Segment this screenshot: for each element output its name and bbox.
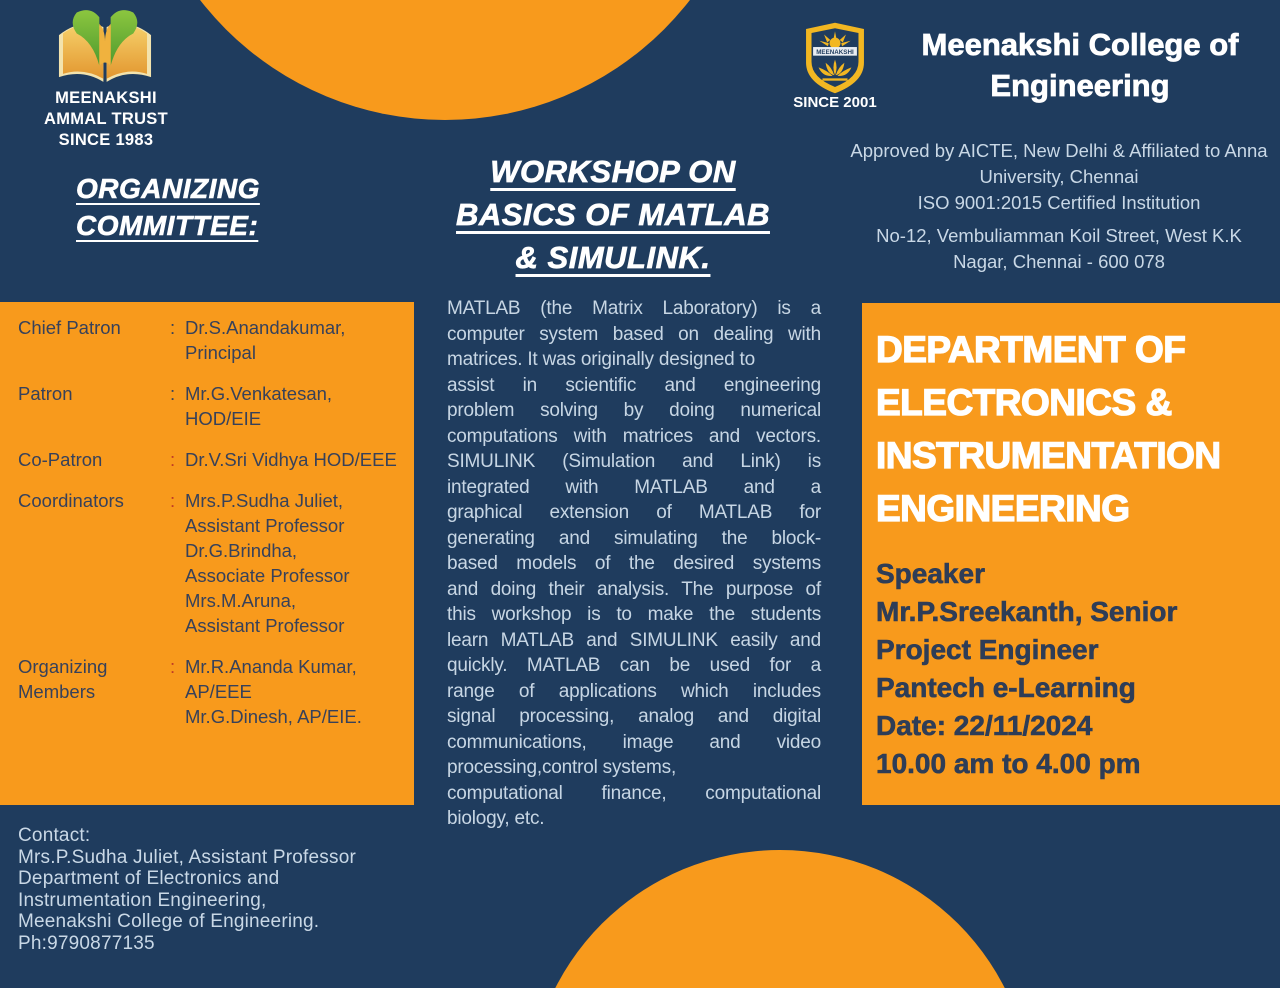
committee-row (18, 381, 410, 431)
committee-row (18, 447, 410, 472)
committee-members (170, 488, 410, 638)
decorative-top-circle (135, 0, 755, 120)
committee-member-line: Assistant Professor (185, 515, 345, 536)
committee-row (18, 488, 410, 638)
committee-role-label: Coordinators (18, 490, 124, 511)
description-line: computations with matrices and vectors. (447, 425, 821, 447)
workshop-title-line: BASICS OF MATLAB (456, 197, 770, 232)
description-line: problem solving by doing numerical (447, 400, 821, 421)
committee-member-line: : Mrs.P.Sudha Juliet, (170, 490, 344, 511)
college-shield-logo-icon (798, 22, 872, 94)
description-line: and doing their analysis. The purpose of (447, 578, 821, 600)
department-title-line: INSTRUMENTATION (876, 435, 1221, 476)
description-line: this workshop is to make the students (447, 604, 821, 625)
description-line: matrices. It was originally designed to (447, 349, 755, 370)
contact-line: Ph:9790877135 (18, 932, 155, 954)
committee-member-line: : Dr.V.Sri Vidhya HOD/EEE (170, 449, 397, 470)
shield-badge-text: MEENAKSHI (816, 49, 854, 57)
description-line: communications, image and video (447, 731, 821, 753)
contact-line: Meenakshi College of Engineering. (18, 911, 320, 932)
committee-member-line: : Mr.R.Ananda Kumar, AP/EEE (170, 656, 357, 702)
contact-line: Instrumentation Engineering, (18, 889, 267, 911)
description-line: processing,control systems, (447, 757, 677, 778)
description-line: SIMULINK (Simulation and Link) is (447, 451, 821, 472)
committee-member-line: : Mr.G.Venkatesan, HOD/EIE (170, 383, 333, 429)
committee-role-label: Chief Patron (18, 317, 121, 338)
committee-member-line: Associate Professor (185, 565, 350, 586)
trust-name (0, 88, 212, 151)
committee-member-line: Mr.G.Dinesh, AP/EIE. (185, 706, 362, 727)
description-line: graphical extension of MATLAB for (447, 502, 821, 523)
description-line: quickly. MATLAB can be used for a (447, 655, 821, 676)
affiliation-line: ISO 9001:2015 Certified Institution (917, 192, 1201, 213)
speaker-detail-line: Date: 22/11/2024 (876, 710, 1093, 741)
workshop-title-line: & SIMULINK. (515, 240, 711, 275)
trust-name-line: AMMAL TRUST (44, 110, 168, 128)
committee-role-label: Co-Patron (18, 449, 103, 470)
speaker-detail-line: Mr.P.Sreekanth, Senior (876, 596, 1178, 627)
committee-row (18, 654, 410, 729)
department-title-line: ENGINEERING (876, 488, 1130, 529)
affiliation-line: Approved by AICTE, New Delhi & Affiliated to Anna (850, 140, 1268, 161)
description-line: learn MATLAB and SIMULINK easily and (447, 629, 821, 651)
open-book-logo-icon (52, 6, 158, 90)
college-affiliation (840, 138, 1278, 275)
workshop-description (447, 296, 821, 832)
committee-members (170, 315, 410, 365)
committee-table (18, 315, 410, 729)
contact-block (18, 825, 418, 954)
contact-line: Department of Electronics and (18, 868, 280, 889)
workshop-title-line: WORKSHOP ON (490, 154, 736, 189)
committee-role-label: Organizing Members (18, 656, 108, 702)
colon-separator: : (170, 317, 176, 338)
trust-name-line: MEENAKSHI (55, 89, 157, 107)
description-line: integrated with MATLAB and a (447, 476, 821, 498)
affiliation-lines (840, 138, 1278, 216)
colon-separator: : (170, 449, 176, 470)
organizing-committee-heading (76, 170, 260, 244)
speaker-details (876, 555, 1268, 783)
decorative-bottom-circle (528, 850, 1032, 988)
address-line: No-12, Vembuliamman Koil Street, West K.K (876, 225, 1242, 246)
committee-member-line: Dr.G.Brindha, (185, 540, 298, 561)
description-line: MATLAB (the Matrix Laboratory) is a (447, 298, 821, 319)
department-title-line: ELECTRONICS & (876, 382, 1172, 423)
description-line: computational finance, computational (447, 782, 821, 804)
organizing-committee-panel (0, 302, 414, 805)
colon-separator: : (170, 656, 176, 677)
department-panel (862, 303, 1280, 805)
speaker-detail-line: 10.00 am to 4.00 pm (876, 748, 1141, 779)
colon-separator: : (170, 383, 176, 404)
college-name-line: Meenakshi College of (921, 27, 1239, 62)
speaker-detail-line: Speaker (876, 558, 985, 589)
department-title (876, 323, 1268, 535)
committee-member-line: Assistant Professor (185, 615, 345, 636)
college-address (840, 223, 1278, 275)
committee-row (18, 315, 410, 365)
contact-line: Contact: (18, 825, 91, 846)
department-title-line: DEPARTMENT OF (876, 329, 1186, 370)
description-line: signal processing, analog and digital (447, 706, 821, 727)
description-line: range of applications which includes (447, 680, 821, 702)
contact-line: Mrs.P.Sudha Juliet, Assistant Professor (18, 846, 356, 868)
description-line: computer system based on dealing with (447, 323, 821, 345)
speaker-detail-line: Pantech e-Learning (876, 672, 1136, 703)
affiliation-line: University, Chennai (979, 166, 1139, 187)
committee-role-label: Patron (18, 383, 73, 404)
committee-members (170, 447, 410, 472)
committee-member-line: Mrs.M.Aruna, (185, 590, 297, 611)
heading-line: COMMITTEE: (76, 210, 259, 241)
college-name-line: Engineering (990, 68, 1170, 103)
committee-members (170, 381, 410, 431)
college-name (882, 24, 1278, 106)
committee-member-line: : Dr.S.Anandakumar, Principal (170, 317, 346, 363)
workshop-title (425, 150, 801, 279)
trust-name-line: SINCE 1983 (58, 131, 154, 149)
address-line: Nagar, Chennai - 600 078 (953, 251, 1165, 272)
description-line: based models of the desired systems (447, 553, 821, 574)
speaker-detail-line: Project Engineer (876, 634, 1099, 665)
committee-members (170, 654, 410, 729)
colon-separator: : (170, 490, 176, 511)
description-line: assist in scientific and engineering (447, 374, 821, 396)
description-line: biology, etc. (447, 808, 545, 829)
heading-line: ORGANIZING (76, 173, 260, 204)
since-2001-label: SINCE 2001 (793, 94, 877, 111)
description-line: generating and simulating the block- (447, 527, 821, 549)
